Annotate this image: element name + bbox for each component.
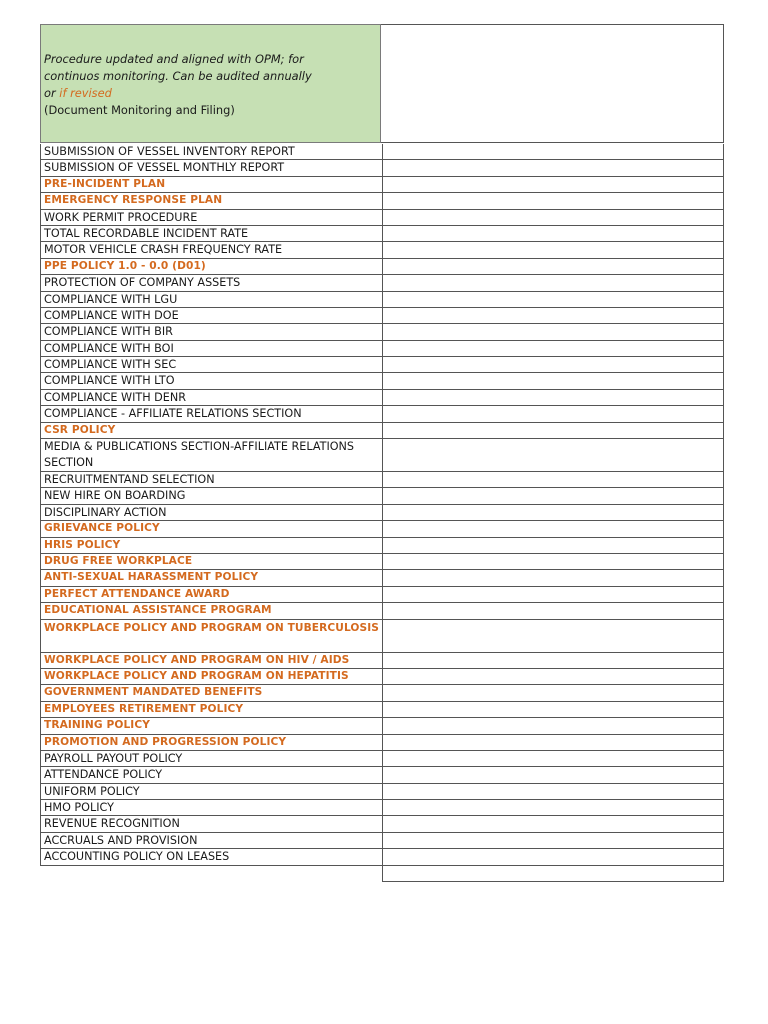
status-cell[interactable] [382,275,724,291]
status-cell[interactable] [382,521,724,537]
table-row [40,390,724,406]
status-cell[interactable] [382,587,724,603]
table-row [40,160,724,176]
status-cell[interactable] [382,193,724,209]
policy-name-cell[interactable]: WORK PERMIT PROCEDURE [40,210,382,226]
table-row [40,669,724,685]
status-cell[interactable] [382,833,724,849]
policy-name-cell[interactable]: COMPLIANCE WITH DENR [40,390,382,406]
table-row [40,538,724,554]
policy-name-cell[interactable]: EMPLOYEES RETIREMENT POLICY [40,702,382,718]
policy-name-cell[interactable]: TRAINING POLICY [40,718,382,734]
policy-name-cell[interactable]: WORKPLACE POLICY AND PROGRAM ON TUBERCULOSIS [40,620,382,653]
status-cell[interactable] [382,373,724,389]
policy-name-cell[interactable]: ACCOUNTING POLICY ON LEASES [40,849,382,865]
table-row [40,784,724,800]
policy-name-cell[interactable]: GRIEVANCE POLICY [40,521,382,537]
policy-name-cell[interactable]: ATTENDANCE POLICY [40,767,382,783]
table-row [40,373,724,389]
header-note-line-4: (Document Monitoring and Filing) [44,103,235,117]
policy-list [40,144,724,866]
status-cell[interactable] [382,357,724,373]
trailing-spacer [40,866,382,882]
status-cell[interactable] [382,849,724,865]
status-cell[interactable] [382,341,724,357]
status-cell[interactable] [382,702,724,718]
policy-name-cell[interactable]: NEW HIRE ON BOARDING [40,488,382,504]
header-empty-cell[interactable] [381,24,724,143]
policy-name-cell[interactable]: COMPLIANCE WITH LTO [40,373,382,389]
status-cell[interactable] [382,620,724,653]
status-cell[interactable] [382,292,724,308]
status-cell[interactable] [382,603,724,619]
policy-name-cell[interactable]: ANTI-SEXUAL HARASSMENT POLICY [40,570,382,586]
status-cell[interactable] [382,144,724,160]
table-row [40,702,724,718]
status-cell[interactable] [382,505,724,521]
policy-name-cell[interactable]: SUBMISSION OF VESSEL INVENTORY REPORT [40,144,382,160]
policy-name-cell[interactable]: REVENUE RECOGNITION [40,816,382,832]
policy-name-cell[interactable]: COMPLIANCE WITH LGU [40,292,382,308]
table-row [40,751,724,767]
status-cell[interactable] [382,669,724,685]
status-cell[interactable] [382,472,724,488]
policy-name-cell[interactable]: CSR POLICY [40,423,382,439]
policy-name-cell[interactable]: PROMOTION AND PROGRESSION POLICY [40,735,382,751]
table-row [40,308,724,324]
status-cell[interactable] [382,685,724,701]
policy-name-cell[interactable]: COMPLIANCE - AFFILIATE RELATIONS SECTION [40,406,382,422]
table-row [40,833,724,849]
table-row [40,620,724,653]
table-row [40,767,724,783]
policy-name-cell[interactable]: GOVERNMENT MANDATED BENEFITS [40,685,382,701]
header-note-or: or [44,86,60,100]
status-cell[interactable] [382,439,724,472]
trailing-empty-cell[interactable] [382,866,724,882]
status-cell[interactable] [382,210,724,226]
table-row [40,177,724,193]
policy-name-cell[interactable]: COMPLIANCE WITH DOE [40,308,382,324]
table-row [40,554,724,570]
policy-name-cell[interactable]: UNIFORM POLICY [40,784,382,800]
policy-name-cell[interactable]: PRE-INCIDENT PLAN [40,177,382,193]
table-row [40,816,724,832]
table-row [40,685,724,701]
table-row [40,210,724,226]
table-row [40,800,724,816]
header-note-line-2: continuos monitoring. Can be audited annually [44,69,312,83]
status-cell[interactable] [382,767,724,783]
policy-name-cell[interactable]: PPE POLICY 1.0 - 0.0 (D01) [40,259,382,275]
policy-name-cell[interactable]: TOTAL RECORDABLE INCIDENT RATE [40,226,382,242]
header-note-cell[interactable] [40,24,381,143]
status-cell[interactable] [382,653,724,669]
spreadsheet [40,24,724,882]
table-row [40,324,724,340]
status-cell[interactable] [382,800,724,816]
table-row [40,735,724,751]
status-cell[interactable] [382,816,724,832]
status-cell[interactable] [382,423,724,439]
policy-name-cell[interactable]: WORKPLACE POLICY AND PROGRAM ON HEPATITIS [40,669,382,685]
status-cell[interactable] [382,488,724,504]
table-row [40,570,724,586]
table-row [40,587,724,603]
policy-name-cell[interactable]: DRUG FREE WORKPLACE [40,554,382,570]
policy-name-cell[interactable]: COMPLIANCE WITH BIR [40,324,382,340]
policy-name-cell[interactable]: COMPLIANCE WITH BOI [40,341,382,357]
table-row [40,275,724,291]
header-note-if-revised: if revised [59,86,112,100]
table-row [40,193,724,209]
table-row [40,357,724,373]
table-row [40,849,724,865]
table-row [40,341,724,357]
table-row [40,521,724,537]
policy-name-cell[interactable]: DISCIPLINARY ACTION [40,505,382,521]
status-cell[interactable] [382,718,724,734]
policy-name-cell[interactable]: EMERGENCY RESPONSE PLAN [40,193,382,209]
status-cell[interactable] [382,390,724,406]
policy-name-cell[interactable]: PAYROLL PAYOUT POLICY [40,751,382,767]
status-cell[interactable] [382,784,724,800]
table-row [40,718,724,734]
policy-name-cell[interactable]: WORKPLACE POLICY AND PROGRAM ON HIV / AIDS [40,653,382,669]
policy-name-cell[interactable]: PERFECT ATTENDANCE AWARD [40,587,382,603]
policy-name-cell[interactable]: SUBMISSION OF VESSEL MONTHLY REPORT [40,160,382,176]
policy-name-cell[interactable]: HRIS POLICY [40,538,382,554]
table-row [40,144,724,160]
status-cell[interactable] [382,570,724,586]
policy-name-cell[interactable]: HMO POLICY [40,800,382,816]
policy-name-cell[interactable]: EDUCATIONAL ASSISTANCE PROGRAM [40,603,382,619]
policy-name-cell[interactable]: MEDIA & PUBLICATIONS SECTION-AFFILIATE RELATIONS SECTION [40,439,382,472]
status-cell[interactable] [382,242,724,258]
table-row [40,259,724,275]
table-row [40,653,724,669]
trailing-row [40,866,724,882]
policy-name-cell[interactable]: COMPLIANCE WITH SEC [40,357,382,373]
status-cell[interactable] [382,538,724,554]
policy-name-cell[interactable]: PROTECTION OF COMPANY ASSETS [40,275,382,291]
table-row [40,603,724,619]
table-row [40,439,724,472]
status-cell[interactable] [382,324,724,340]
table-row [40,242,724,258]
table-row [40,472,724,488]
policy-name-cell[interactable]: RECRUITMENTAND SELECTION [40,472,382,488]
policy-name-cell[interactable]: MOTOR VEHICLE CRASH FREQUENCY RATE [40,242,382,258]
table-row [40,292,724,308]
status-cell[interactable] [382,226,724,242]
header-note-line-3 [44,85,376,102]
status-cell[interactable] [382,177,724,193]
status-cell[interactable] [382,160,724,176]
header-note-line-1: Procedure updated and aligned with OPM; for [44,52,304,66]
header-row [40,24,724,144]
status-cell[interactable] [382,735,724,751]
status-cell[interactable] [382,751,724,767]
table-row [40,505,724,521]
table-row [40,406,724,422]
table-row [40,488,724,504]
table-row [40,423,724,439]
table-row [40,226,724,242]
status-cell[interactable] [382,259,724,275]
status-cell[interactable] [382,406,724,422]
status-cell[interactable] [382,308,724,324]
status-cell[interactable] [382,554,724,570]
policy-name-cell[interactable]: ACCRUALS AND PROVISION [40,833,382,849]
